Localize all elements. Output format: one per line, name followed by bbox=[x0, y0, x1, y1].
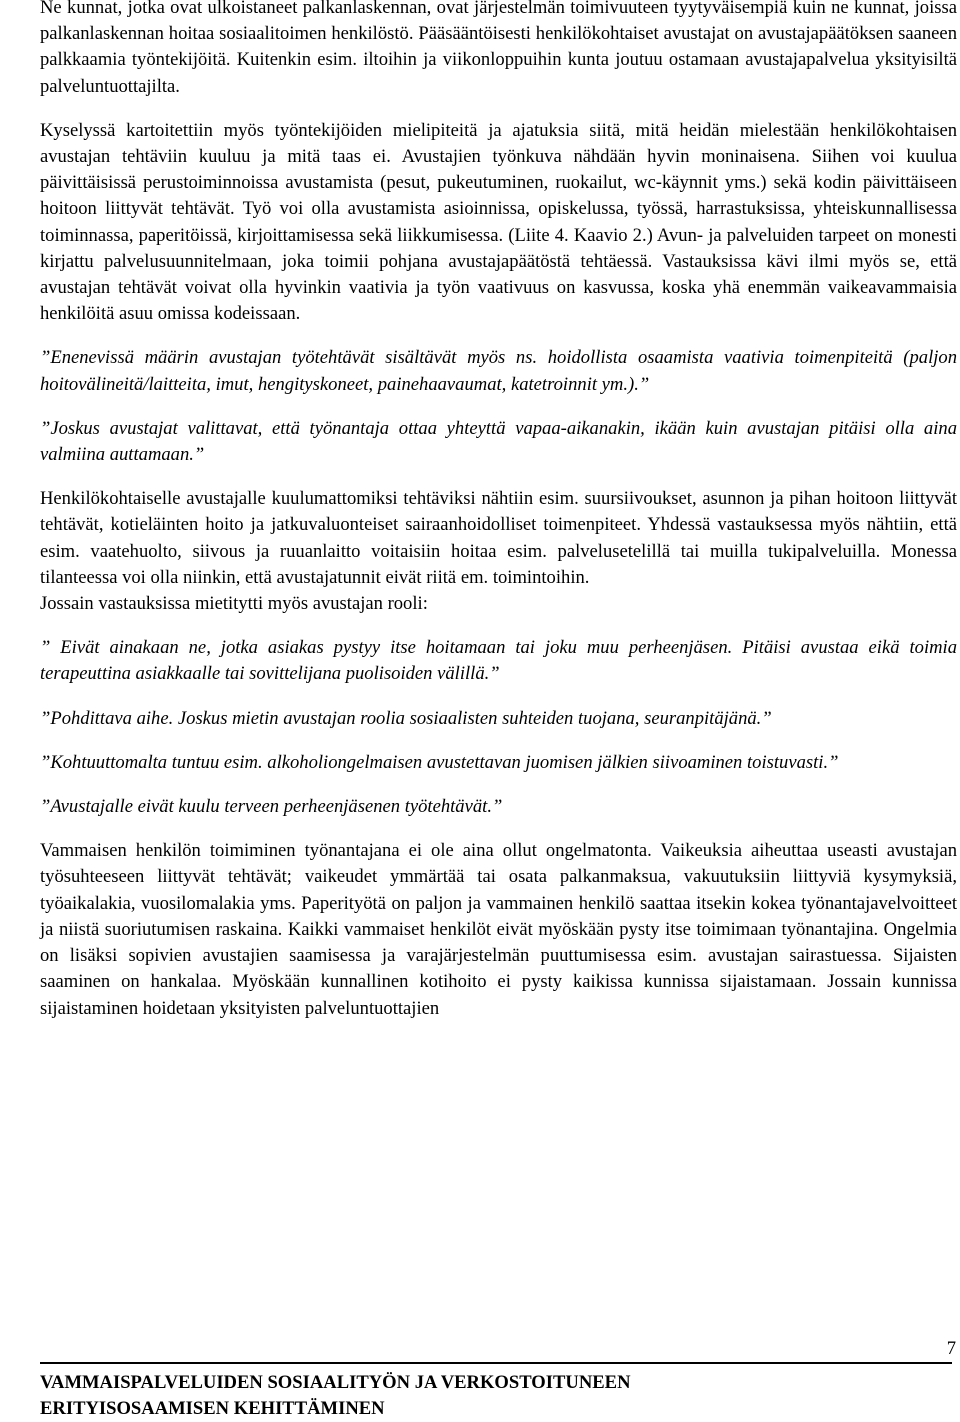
paragraph-employer-difficulties: Vammaisen henkilön toimiminen työnantajana ei ole aina ollut ongelmatonta. Vaikeuksia aiheuttaa useasti avustajan työsuhteeseen liittyvät tehtävät; vaikeudet ymmärtää tai osata palkanmaksua, vakuutuksiin liittyviä kysymyksiä, työaikalakia, vuosilomalakia yms. Paperityötä on paljon ja vammainen henkilö saattaa itsekin kokea työnantajavelvoitteet ja niistä suoriutumisen raskaina. Kaikki vammaiset henkilöt eivät myöskään pysty itse toimimaan työnantajina. Ongelmia on lisäksi sopivien avustajien saamisessa ja varajärjestelmän puuttumisessa esim. avustajan sairastuessa. Sijaisten saaminen on hankalaa. Myöskään kunnallinen kotihoito ei pysty kaikissa kunnissa sijaistamaan. Jossain kunnissa sijaistaminen hoidetaan yksityisten palveluntuottajien bbox=[40, 840, 957, 1019]
quote-free-time-contact: ”Joskus avustajat valittavat, että työnantaja ottaa yhteyttä vapaa-aikanakin, ikään kuin avustajan pitäisi olla aina valmiina auttamaan.” bbox=[40, 417, 957, 466]
footer-divider bbox=[40, 1362, 952, 1364]
paragraph-survey-tasks: Kyselyssä kartoitettiin myös työntekijöiden mielipiteitä ja ajatuksia siitä, mitä heidän mielestään henkilökohtaisen avustajan tehtäviin kuuluu ja mitä taas ei. Avustajien työnkuva nähdään hyvin moninaisena. Siihen voi kuulua päivittäisissä perustoiminnoissa avustamista (pesut, pukeutuminen, ruokailut, wc-käynnit yms.) sekä kodin päivittäiseen hoitoon liittyvät tehtävät. Työ voi olla avustamista asioinnissa, opiskelussa, työssä, harrastuksissa, yhteiskunnallisessa toiminnassa, paperitöissä, kirjoittamisessa sekä liikkumisessa. (Liite 4. Kaavio 2.) Avun- ja palveluiden tarpeet on monesti kirjattu palvelusuunnitelmaan, joka toimii pohjana avustajapäätöstä tehtäessä. Vastauksissa kävi ilmi myös se, että avustajan tehtävät voivat olla hyvinkin vaativia ja työn vaativuus on kasvussa, koska yhä enemmän vaikeavammaisia henkilöitä asuu omissa kodeissaan. bbox=[40, 119, 957, 325]
quote-social-role: ”Pohdittava aihe. Joskus mietin avustajan roolia sosiaalisten suhteiden tuojana, seuranpitäjänä.” bbox=[40, 707, 772, 729]
quote-therapist-role: ” Eivät ainakaan ne, jotka asiakas pystyy itse hoitamaan tai joku muu perheenjäsen. Pitäisi avustaa eikä toimia terapeuttina asiakkaalle tai sovittelijana puolisoiden välillä.” bbox=[40, 637, 957, 685]
paragraph-role-intro: Jossain vastauksissa mietitytti myös avustajan rooli: bbox=[40, 593, 428, 615]
footer-title-line2: ERITYISOSAAMISEN KEHITTÄMINEN bbox=[40, 1398, 385, 1419]
paragraph-payroll: Ne kunnat, jotka ovat ulkoistaneet palkanlaskennan, ovat järjestelmän toimivuuteen tyytyväisempiä kuin ne kunnat, joissa palkanlaskennan hoitaa sosiaalitoimen henkilöstö. Pääsääntöisesti henkilökohtaiset avustajat on avustajapäätöksen saaneen palkkaamia työntekijöitä. Kuitenkin esim. iltoihin ja viikonloppuihin kunta joutuu ostamaan avustajapalvelua yksityisiltä palveluntuottajilta. bbox=[40, 0, 957, 97]
quote-nursing-tasks: ”Enenevissä määrin avustajan työtehtävät sisältävät myös ns. hoidollista osaamista vaativia toimenpiteitä (paljon hoitovälineitä/laitteita, imut, hengityskoneet, painehaavaumat, katetroinnit ym.).” bbox=[40, 347, 957, 395]
quote-family-tasks: ”Avustajalle eivät kuulu terveen perheenjäsenen työtehtävät.” bbox=[40, 796, 503, 818]
footer bbox=[40, 1370, 631, 1422]
paragraph-excluded-tasks: Henkilökohtaiselle avustajalle kuulumattomiksi tehtäviksi nähtiin esim. suursiivoukset, asunnon ja pihan hoitoon liittyvät tehtävät, kotieläinten hoito ja jatkuvaluonteiset sairaanhoidolliset toimenpiteet. Yhdessä vastauksessa myös nähtiin, että esim. vaatehuolto, siivous ja ruuanlaitto voitaisiin hoitaa esim. palvelusetelillä tai muilla tukipalveluilla. Monessa tilanteessa voi olla niinkin, että avustajatunnit eivät riitä em. toimintoihin. bbox=[40, 488, 957, 588]
page-number: 7 bbox=[946, 1338, 956, 1359]
quote-alcohol-cleanup: ”Kohtuuttomalta tuntuu esim. alkoholiongelmaisen avustettavan juomisen jälkien siivoaminen toistuvasti.” bbox=[40, 751, 839, 773]
footer-title-line1: VAMMAISPALVELUIDEN SOSIAALITYÖN JA VERKOSTOITUNEEN bbox=[40, 1372, 631, 1393]
document-body bbox=[40, 0, 957, 1022]
